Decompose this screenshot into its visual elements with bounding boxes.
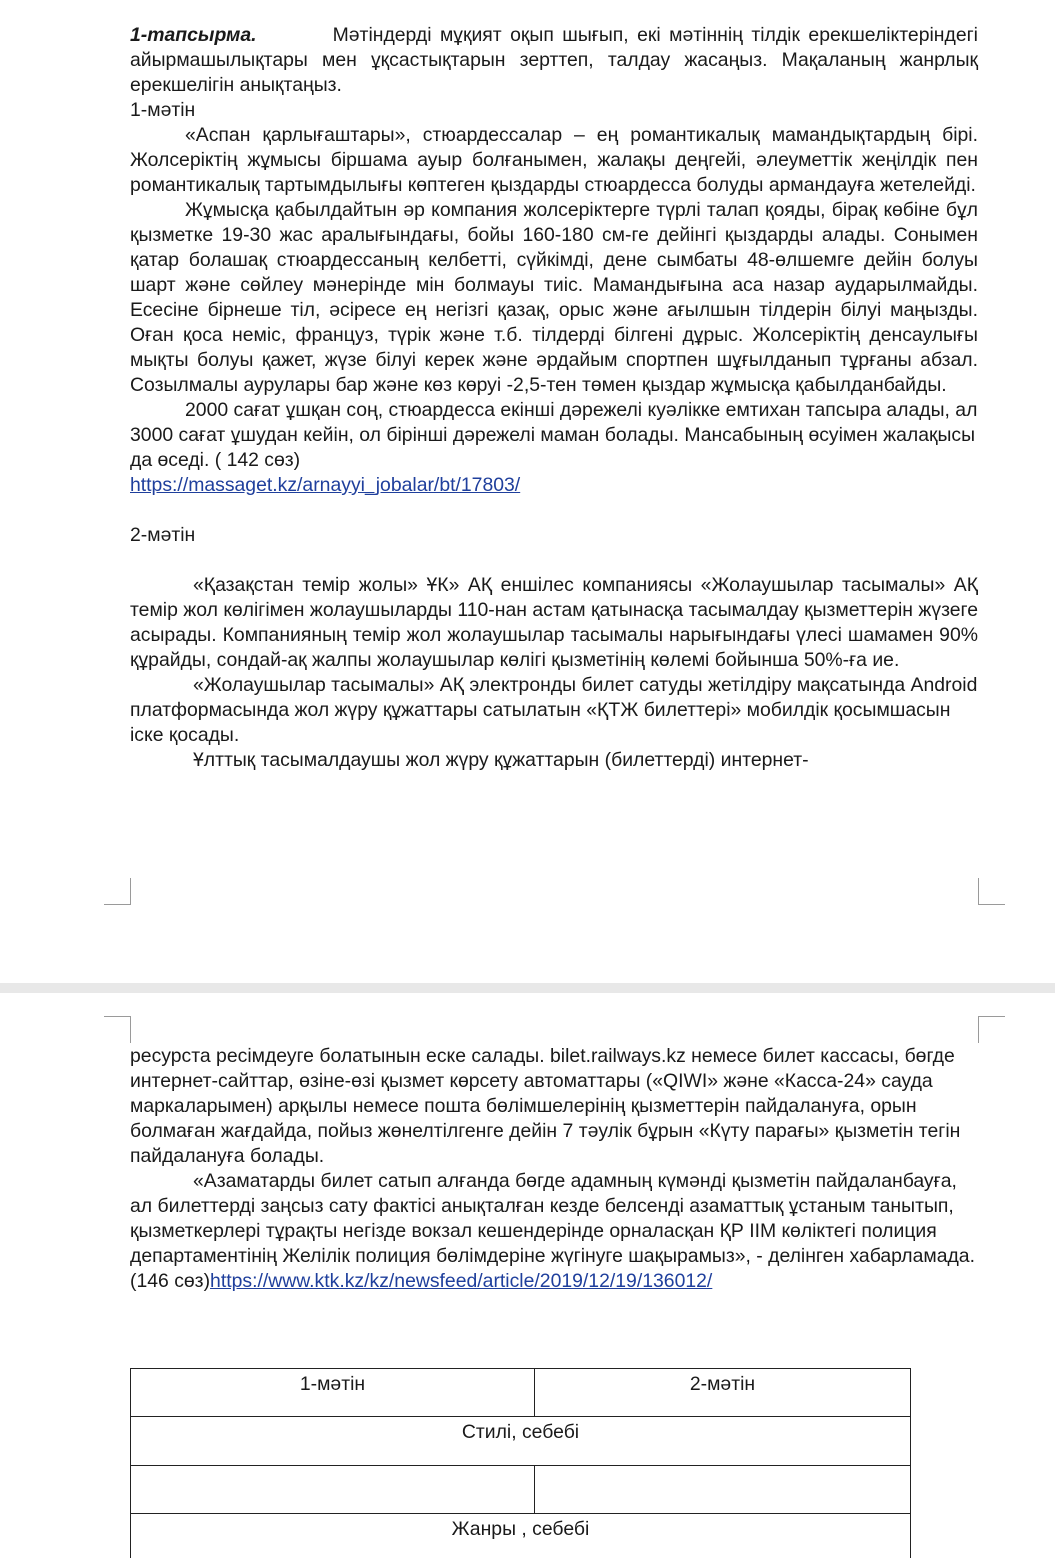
text2-source-link[interactable]: https://www.ktk.kz/kz/newsfeed/article/2019/12/19/136012/ (210, 1270, 712, 1292)
text1-paragraph-2: Жұмысқа қабылдайтын әр компания жолсеріктерге түрлі талап қояды, бірақ көбіне бұл қызметке 19-30 жас аралығындағы, бойы 160-180 см-ге дейінгі қыздарды алады. Сонымен қатар болашақ стюардессаның келбетті, сүйкімді, дене сымбаты 48-өлшемге дейін болуы шарт және сөйлеу мәнерінде мін болмауы тиіс. Мамандығына аса назар аударылмайды. Есесіне бірнеше тіл, әсіресе ең негізгі қазақ, орыс және ағылшын тілдерін білуі маңызды. Оған қоса неміс, француз, түрік және т.б. тілдерді білгені дұрыс. Жолсеріктің денсаулығы мықты болуы қажет, жүзе білуі керек және әрдайым спортпен шұғылданып тұрғаны абзал. Созылмалы аурулары бар және көз көруі -2,5-тен төмен қыздар жұмысқа қабылданбайды. (130, 198, 978, 398)
task-paragraph (130, 23, 978, 98)
text2-paragraph-3-start: Ұлттық тасымалдаушы жол жүру құжаттарын (билеттерді) интернет- (130, 748, 978, 773)
table-cell-style-text1[interactable] (131, 1466, 535, 1514)
text2-heading: 2-мәтін (130, 523, 978, 548)
table-header-text2: 2-мәтін (535, 1369, 911, 1417)
task-label: 1-тапсырма. (130, 24, 257, 46)
page-break (0, 983, 1055, 993)
table-row (131, 1466, 911, 1514)
page-corner-mark (978, 1016, 1005, 1043)
text2-paragraph-1: «Қазақстан темір жолы» ҰК» АҚ еншілес компаниясы «Жолаушылар тасымалы» АҚ темір жол көлігімен жолаушыларды 110-нан астам қатынасқа тасымалдау қызметтерін жүзеге асырады. Компанияның темір жол жолаушылар тасымалы нарығындағы үлесі шамамен 90% құрайды, сондай-ақ жалпы жолаушылар көлігі қызметінің көлемі бойынша 50%-ға ие. (130, 573, 978, 673)
table-row (131, 1417, 911, 1466)
table-genre-row: Жанры , себебі (131, 1514, 911, 1558)
comparison-table (130, 1368, 911, 1558)
document-page-2 (0, 993, 1055, 1556)
text1-paragraph-1: «Аспан қарлығаштары», стюардессалар – ең романтикалық мамандықтардың бірі. Жолсеріктің жұмысы біршама ауыр болғанымен, жалақы деңгейі, әлеуметтік жеңілдік пен романтикалық тартымдылығы көптеген қыздарды стюардесса болуды армандауға жетелейді. (130, 123, 978, 198)
text2-paragraph-4 (130, 1169, 978, 1294)
page-2-body (130, 1044, 978, 1294)
text1-heading: 1-мәтін (130, 98, 978, 123)
page-corner-mark (104, 878, 131, 905)
page-1-body (130, 23, 978, 773)
text2-paragraph-2: «Жолаушылар тасымалы» АҚ электронды билет сатуды жетілдіру мақсатында Android платформасында жол жүру құжаттары сатылатын «ҚТЖ билеттері» мобилдік қосымшасын іске қосады. (130, 673, 978, 748)
table-header-text1: 1-мәтін (131, 1369, 535, 1417)
table-style-row: Стилі, себебі (131, 1417, 911, 1466)
text1-source-link[interactable]: https://massaget.kz/arnayyi_jobalar/bt/17803/ (130, 474, 520, 496)
text1-paragraph-3: 2000 сағат ұшқан соң, стюардесса екінші дәрежелі куәлікке емтихан тапсыра алады, ал 3000 сағат ұшудан кейін, ол бірінші дәрежелі маман болады. Мансабының өсуімен жалақысы да өседі. ( 142 сөз) (130, 398, 978, 473)
table-cell-style-text2[interactable] (535, 1466, 911, 1514)
table-row (131, 1514, 911, 1558)
text2-paragraph-3-cont: ресурста ресімдеуге болатынын еске салады. bilet.railways.kz немесе билет кассасы, бөгде интернет-сайттар, өзіне-өзі қызмет көрсету автоматтары («QIWI» және «Касса-24» сауда маркаларымен) арқылы немесе пошта бөлімшелерінің қызметтерін пайдалануға, орын болмаған жағдайда, пойыз жөнелтілгенге дейін 7 тәулік бұрын «Күту парағы» қызметін тегін пайдалануға болады. (130, 1044, 978, 1169)
table-header-row (131, 1369, 911, 1417)
text2-paragraph-4-text: «Азаматарды билет сатып алғанда бөгде адамның күмәнді қызметін пайдаланбауға, ал билеттерді заңсыз сату фактісі анықталған кезде белсенді азаматтық ұстаным танытып, қызметкерлері тұрақты негізде вокзал кешендерінде орналасқан ҚР ІІМ көліктегі полиция департаментінің Желілік полиция бөлімдеріне жүгінуге шақырамыз», - делінген хабарламада.(146 сөз) (130, 1170, 975, 1292)
page-corner-mark (978, 878, 1005, 905)
task-instruction: Мәтіндерді мұқият оқып шығып, екі мәтіннің тілдік ерекшеліктеріндегі айырмашылықтары мен ұқсастықтарын зерттеп, талдау жасаңыз. Мақаланың жанрлық ерекшелігін анықтаңыз. (130, 24, 978, 96)
page-corner-mark (104, 1016, 131, 1043)
